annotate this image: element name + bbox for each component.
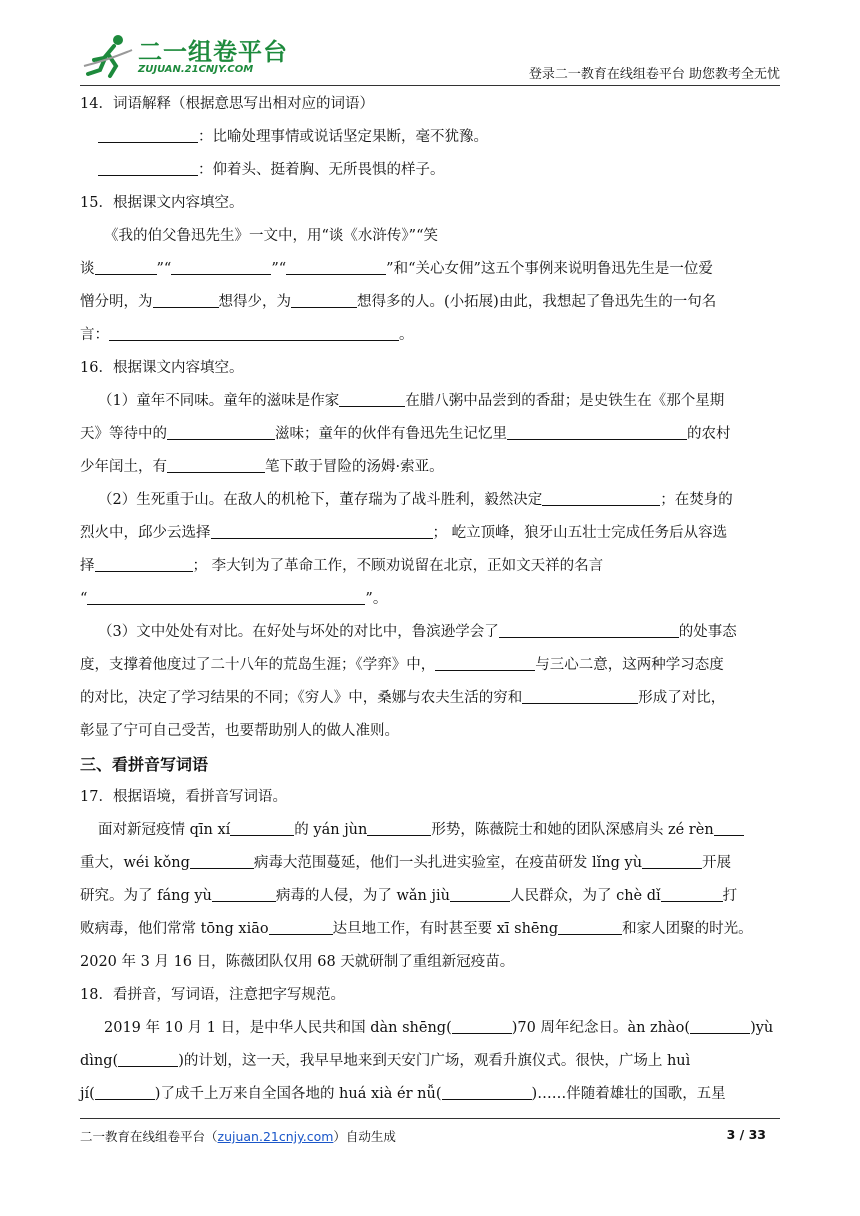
footer-link[interactable]: zujuan.21cnjy.com: [217, 1129, 334, 1144]
question-16-line: （2）生死重于山。在敌人的机枪下，董存瑞为了战斗胜利，毅然决定 ；在焚身的: [80, 484, 780, 517]
answer-blank[interactable]: [95, 1083, 155, 1100]
answer-blank[interactable]: [507, 423, 687, 440]
question-16-line: “ ”。: [80, 583, 780, 616]
question-18-title: 18．看拼音，写词语，注意把字写规范。: [80, 987, 345, 1003]
answer-blank[interactable]: [435, 654, 535, 671]
site-logo[interactable]: [80, 30, 300, 80]
footer-source: 二一教育在线组卷平台（zujuan.21cnjy.com）自动生成: [80, 1129, 396, 1144]
question-15-line: 言： 。: [80, 319, 780, 352]
answer-blank[interactable]: [499, 621, 679, 638]
answer-blank[interactable]: [167, 456, 265, 473]
question-15-line: 谈 ”“ ”“ ”和“关心女佣”这五个事例来说明鲁迅先生是一位爱: [80, 253, 780, 286]
question-17-line: 重大，wéi kǒng 病毒大范围蔓延，他们一头扎进实验室，在疫苗研发 lǐng yù 开展: [80, 847, 780, 880]
question-15-line: 《我的伯父鲁迅先生》一文中，用“谈《水浒传》”“笑: [104, 228, 438, 244]
answer-blank[interactable]: [690, 1017, 750, 1034]
question-17-line: 2020 年 3 月 16 日，陈薇团队仅用 68 天就研制了重组新冠疫苗。: [80, 954, 515, 970]
answer-blank[interactable]: [286, 258, 386, 275]
answer-blank[interactable]: [95, 555, 193, 572]
answer-blank[interactable]: [714, 819, 744, 836]
answer-blank[interactable]: [661, 885, 723, 902]
question-16-line: 度，支撑着他度过了二十八年的荒岛生涯；《学弈》中， 与三心二意，这两种学习态度: [80, 649, 780, 682]
answer-blank[interactable]: [87, 588, 365, 605]
logo-url: ZUJUAN.21CNJY.COM: [138, 64, 254, 75]
question-16-line: 彰显了宁可自己受苦，也要帮助别人的做人准则。: [80, 723, 399, 739]
answer-blank[interactable]: [291, 291, 357, 308]
question-16-title: 16．根据课文内容填空。: [80, 360, 244, 376]
answer-blank[interactable]: [98, 126, 198, 143]
answer-blank[interactable]: [442, 1083, 532, 1100]
question-16-line: （1）童年不同味。童年的滋味是作家 在腊八粥中品尝到的香甜；是史铁生在《那个星期: [80, 385, 780, 418]
question-17-line: 败病毒，他们常常 tōng xiāo 达旦地工作，有时甚至要 xī shēng 和家人团聚的时光。: [80, 913, 780, 946]
question-16-line: 少年闰土，有 笔下敢于冒险的汤姆·索亚。: [80, 451, 780, 484]
question-14-item-1: ：比喻处理事情或说话坚定果断，毫不犹豫。: [80, 121, 780, 154]
question-16-line: 的对比，决定了学习结果的不同；《穷人》中，桑娜与农夫生活的穷和 形成了对比，: [80, 682, 780, 715]
logo-text: 二一组卷平台: [138, 38, 288, 66]
answer-blank[interactable]: [171, 258, 271, 275]
answer-blank[interactable]: [367, 819, 431, 836]
question-15-title: 15．根据课文内容填空。: [80, 195, 244, 211]
runner-logo-icon: [80, 30, 136, 80]
answer-blank[interactable]: [450, 885, 510, 902]
question-15-line: 憎分明，为 想得少，为 想得多的人。(小拓展)由此，我想起了鲁迅先生的一句名: [80, 286, 780, 319]
question-14-title: 14．词语解释（根据意思写出相对应的词语）: [80, 96, 374, 112]
answer-blank[interactable]: [522, 687, 638, 704]
answer-blank[interactable]: [212, 885, 276, 902]
answer-blank[interactable]: [230, 819, 294, 836]
answer-blank[interactable]: [167, 423, 275, 440]
answer-blank[interactable]: [269, 918, 333, 935]
answer-blank[interactable]: [558, 918, 622, 935]
answer-blank[interactable]: [95, 258, 157, 275]
question-16-line: （3）文中处处有对比。在好处与坏处的对比中，鲁滨逊学会了 的处事态: [80, 616, 780, 649]
answer-blank[interactable]: [118, 1050, 178, 1067]
page-number: 3 / 33: [726, 1127, 766, 1142]
question-18-line: dìng( )的计划，这一天，我早早地来到天安门广场，观看升旗仪式。很快，广场上 huì: [80, 1045, 780, 1078]
answer-blank[interactable]: [339, 390, 405, 407]
question-16-line: 择 ； 李大钊为了革命工作，不顾劝说留在北京，正如文天祥的名言: [80, 550, 780, 583]
question-17-title: 17．根据语境，看拼音写词语。: [80, 789, 287, 805]
question-17-line: 研究。为了 fáng yù 病毒的人侵，为了 wǎn jiù 人民群众，为了 chè dǐ 打: [80, 880, 780, 913]
answer-blank[interactable]: [211, 522, 433, 539]
question-18-line: 2019 年 10 月 1 日，是中华人民共和国 dàn shēng( )70 周年纪念日。àn zhào( )yù: [80, 1012, 780, 1045]
question-17-line: 面对新冠疫情 qīn xí 的 yán jùn 形势，陈薇院士和她的团队深感肩头 zé rèn: [80, 814, 780, 847]
answer-blank[interactable]: [642, 852, 702, 869]
answer-blank[interactable]: [542, 489, 660, 506]
answer-blank[interactable]: [109, 324, 399, 341]
answer-blank[interactable]: [153, 291, 219, 308]
header-slogan: 登录二一教育在线组卷平台 助您教考全无忧: [528, 67, 780, 82]
answer-blank[interactable]: [98, 159, 198, 176]
question-14-item-2: ：仰着头、挺着胸、无所畏惧的样子。: [80, 154, 780, 187]
answer-blank[interactable]: [190, 852, 254, 869]
question-18-line: jí( )了成千上万来自全国各地的 huá xià ér nǚ( )……伴随着雄壮的国歌，五星: [80, 1078, 780, 1111]
answer-blank[interactable]: [452, 1017, 512, 1034]
question-16-line: 天》等待中的 滋味；童年的伙伴有鲁迅先生记忆里 的农村: [80, 418, 780, 451]
page-footer: [80, 1118, 780, 1147]
page-content: [80, 88, 780, 1111]
section-3-heading: 三、看拼音写词语: [80, 755, 209, 774]
page-header: [80, 30, 780, 86]
question-16-line: 烈火中，邱少云选择 ； 屹立顶峰，狼牙山五壮士完成任务后从容选: [80, 517, 780, 550]
